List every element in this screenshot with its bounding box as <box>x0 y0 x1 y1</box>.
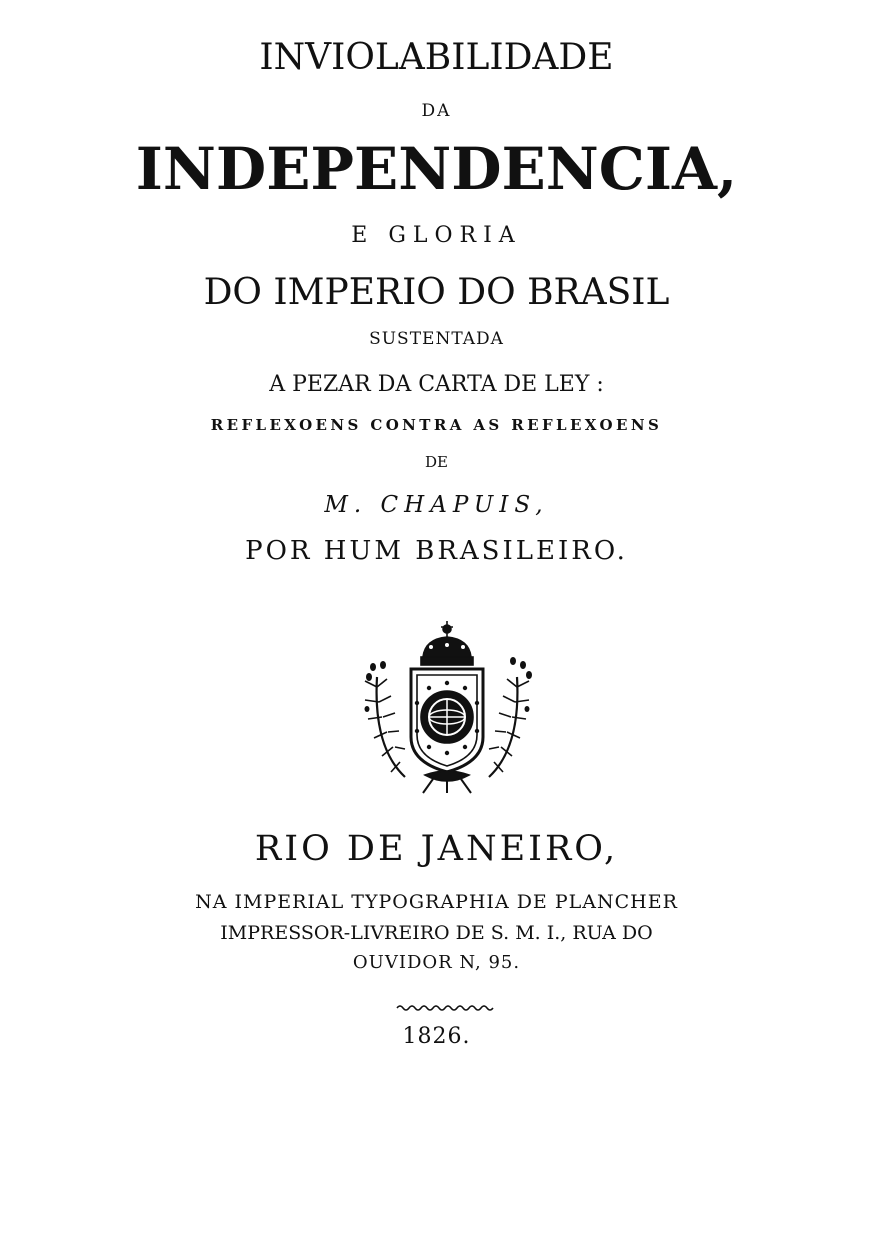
imprint-city: RIO DE JANEIRO, <box>254 829 619 869</box>
title-line-a-pezar: A PEZAR DA CARTA DE LEY : <box>269 372 604 397</box>
imprint-year: 1826. <box>402 1024 471 1049</box>
imprint-printer-line-3: OUVIDOR N, 95. <box>352 952 521 973</box>
title-line-e-gloria: E GLORIA <box>351 223 522 248</box>
title-line-sustentada: SUSTENTADA <box>369 329 504 349</box>
title-line-reflexoens: REFLEXOENS CONTRA AS REFLEXOENS <box>210 416 663 434</box>
title-line-da: DA <box>421 101 452 121</box>
decorative-wavy-rule <box>395 1004 495 1012</box>
imperial-coat-of-arms-icon <box>355 617 540 795</box>
title-line-do-imperio: DO IMPERIO DO BRASIL <box>203 272 670 313</box>
author-line: M. CHAPUIS, <box>324 492 549 518</box>
title-line-de: DE <box>425 453 448 471</box>
author-attribution: POR HUM BRASILEIRO. <box>245 536 628 566</box>
title-line-independencia: INDEPENDENCIA, <box>135 135 738 203</box>
title-line-inviolabilidade: INVIOLABILIDADE <box>259 37 614 78</box>
imprint-printer-line-2: IMPRESSOR-LIVREIRO DE S. M. I., RUA DO <box>220 922 653 944</box>
imprint-printer-line-1: NA IMPERIAL TYPOGRAPHIA DE PLANCHER <box>195 891 678 913</box>
